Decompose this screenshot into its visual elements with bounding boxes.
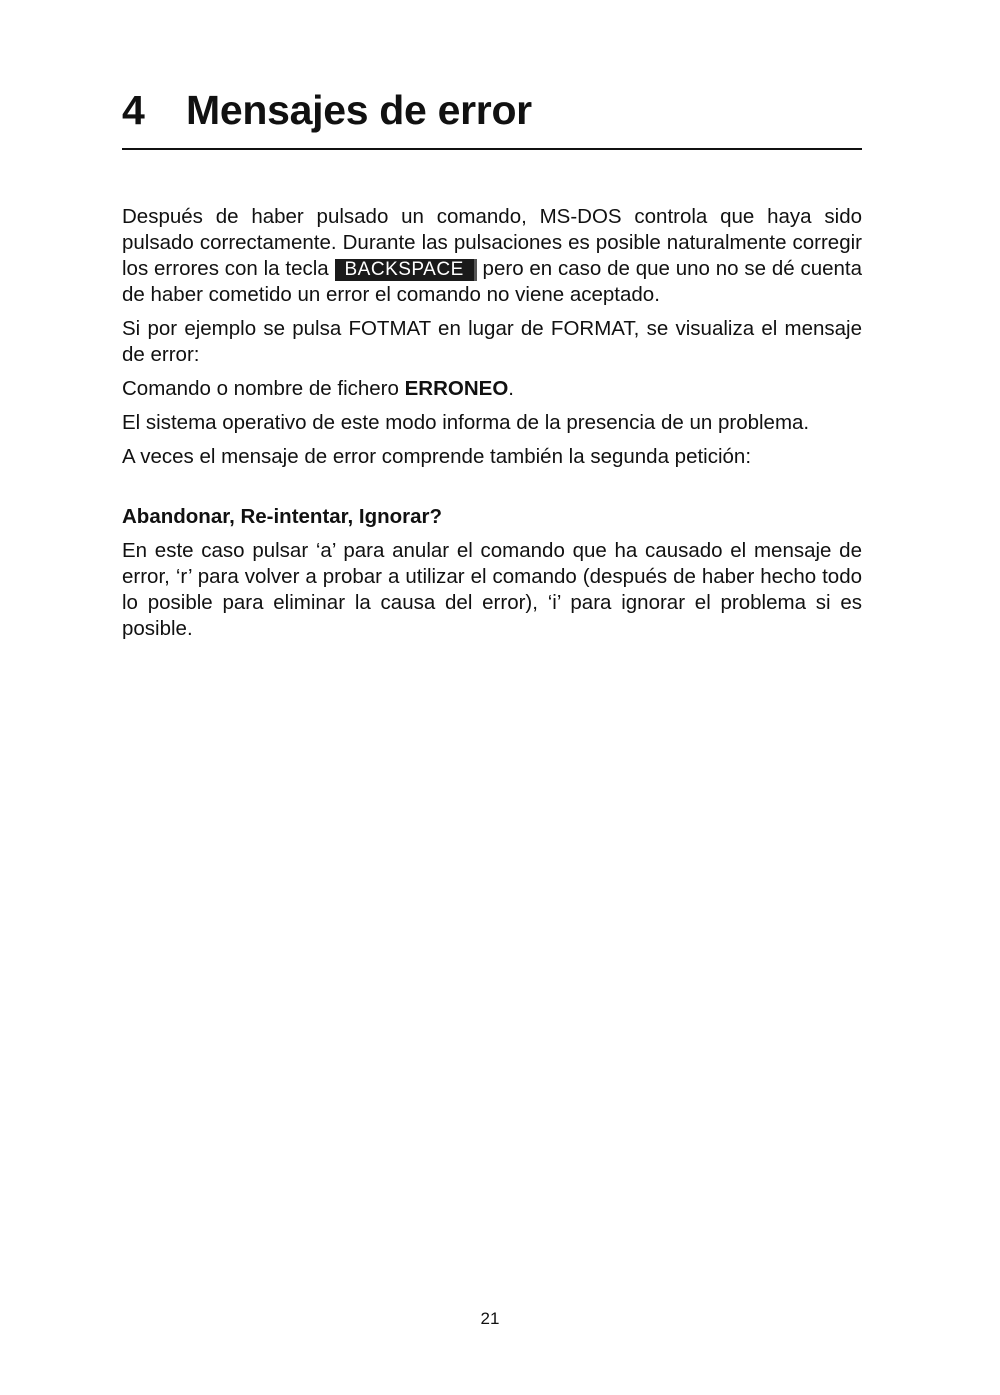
paragraph-2: Si por ejemplo se pulsa FOTMAT en lugar de FORMAT, se visualiza el mensaje de error: [122,317,862,366]
paragraph-1-before-key: Después de haber pulsado un comando, MS-DOS controla que haya sido pulsado correctamente. Durante las pulsaciones es posible naturalmente corregir los errores con la tecla [122,205,862,280]
paragraph-6: En este caso pulsar ‘a’ para anular el comando que ha causado el mensaje de error, ‘r’ para volver a probar a utilizar el comando (después de haber hecho todo lo posible para eliminar la causa del error), ‘i’ para ignorar el problema si es posible. [122,539,862,640]
chapter-title [122,82,532,138]
paragraph-5: A veces el mensaje de error comprende también la segunda petición: [122,445,752,468]
paragraph-3 [122,376,862,402]
subheading: Abandonar, Re-intentar, Ignorar? [122,505,443,528]
paragraph-1 [122,204,862,308]
error-word: ERRONEO [404,377,509,400]
body-text [122,204,862,650]
paragraph-4: El sistema operativo de este modo informa de la presencia de un problema. [122,411,810,434]
title-rule [122,148,862,150]
chapter-title-text: Mensajes de error [186,87,532,133]
paragraph-3-prefix: Comando o nombre de fichero [122,377,405,400]
paragraph-1-after-key: pero en caso de que uno no se dé cuenta de haber cometido un error el comando no viene aceptado. [122,257,862,306]
page-number: 21 [480,1309,500,1328]
chapter-number: 4 [122,87,145,133]
backspace-key-label: BACKSPACE [335,259,477,281]
paragraph-3-suffix: . [508,377,514,400]
